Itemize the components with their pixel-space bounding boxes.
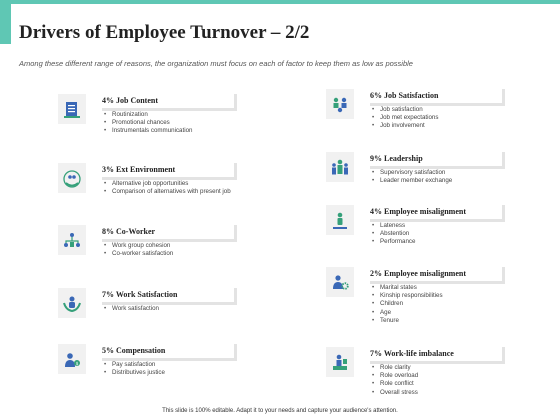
list-item: • Lateness	[380, 222, 415, 230]
card-items	[112, 242, 173, 258]
card-heading: 5% Compensation	[102, 344, 237, 361]
card-items	[112, 305, 159, 313]
list-item: • Kinship responsibilities	[380, 292, 443, 300]
list-item: • Supervisory satisfaction	[380, 169, 452, 177]
card-items	[112, 111, 192, 136]
list-item: • Promotional chances	[112, 119, 192, 127]
card-heading: 4% Employee misalignment	[370, 205, 505, 222]
card-items	[380, 222, 415, 247]
list-item: • Leader member exchange	[380, 177, 452, 185]
card-items	[380, 284, 443, 325]
svg-text:$: $	[75, 362, 79, 367]
person-desk-icon	[326, 347, 354, 377]
list-item: • Age	[380, 309, 443, 317]
card-heading: 6% Job Satisfaction	[370, 89, 505, 106]
list-item: • Comparison of alternatives with present job	[112, 188, 231, 196]
list-item: • Performance	[380, 238, 415, 246]
list-item: • Work group cohesion	[112, 242, 173, 250]
list-item: • Role clarity	[380, 364, 418, 372]
list-item: • Instrumentals communication	[112, 127, 192, 135]
card-heading: 8% Co-Worker	[102, 225, 237, 242]
list-item: • Overall stress	[380, 389, 418, 397]
list-item: • Role conflict	[380, 380, 418, 388]
card-heading: 7% Work Satisfaction	[102, 288, 237, 305]
list-item: • Distributives justice	[112, 369, 165, 377]
list-item: • Role overload	[380, 372, 418, 380]
list-item: • Job involvement	[380, 122, 438, 130]
list-item: • Abstention	[380, 230, 415, 238]
person-gear-icon	[326, 267, 354, 297]
documents-icon	[58, 94, 86, 124]
list-item: • Work satisfaction	[112, 305, 159, 313]
card-items	[112, 361, 165, 377]
card-items	[380, 169, 452, 185]
card-heading: 4% Job Content	[102, 94, 237, 111]
leader-group-icon	[326, 152, 354, 182]
person-money-icon	[58, 344, 86, 374]
top-accent-bar	[0, 0, 560, 4]
team-satisfaction-icon	[326, 89, 354, 119]
list-item: • Marital states	[380, 284, 443, 292]
card-items	[380, 106, 438, 131]
list-item: • Alternative job opportunities	[112, 180, 231, 188]
list-item: • Co-worker satisfaction	[112, 250, 173, 258]
page-title: Drivers of Employee Turnover – 2/2	[19, 22, 310, 43]
card-items	[380, 364, 418, 397]
list-item: • Routinization	[112, 111, 192, 119]
card-heading: 2% Employee misalignment	[370, 267, 505, 284]
card-heading: 3% Ext Environment	[102, 163, 237, 180]
footer-note: This slide is 100% editable. Adapt it to your needs and capture your audience's attention.	[162, 408, 398, 414]
person-care-icon	[58, 288, 86, 318]
card-heading: 9% Leadership	[370, 152, 505, 169]
list-item: • Tenure	[380, 317, 443, 325]
card-items	[112, 180, 231, 196]
hands-holding-people-icon	[58, 163, 86, 193]
list-item: • Pay satisfaction	[112, 361, 165, 369]
card-heading: 7% Work-life imbalance	[370, 347, 505, 364]
list-item: • Children	[380, 300, 443, 308]
list-item: • Job met expectations	[380, 114, 438, 122]
page-subtitle: Among these different range of reasons, the organization must focus on each of factor to keep them as low as possible	[19, 59, 413, 68]
list-item: • Job satisfaction	[380, 106, 438, 114]
team-network-icon	[58, 225, 86, 255]
left-accent-bar	[0, 0, 11, 44]
person-target-icon	[326, 205, 354, 235]
